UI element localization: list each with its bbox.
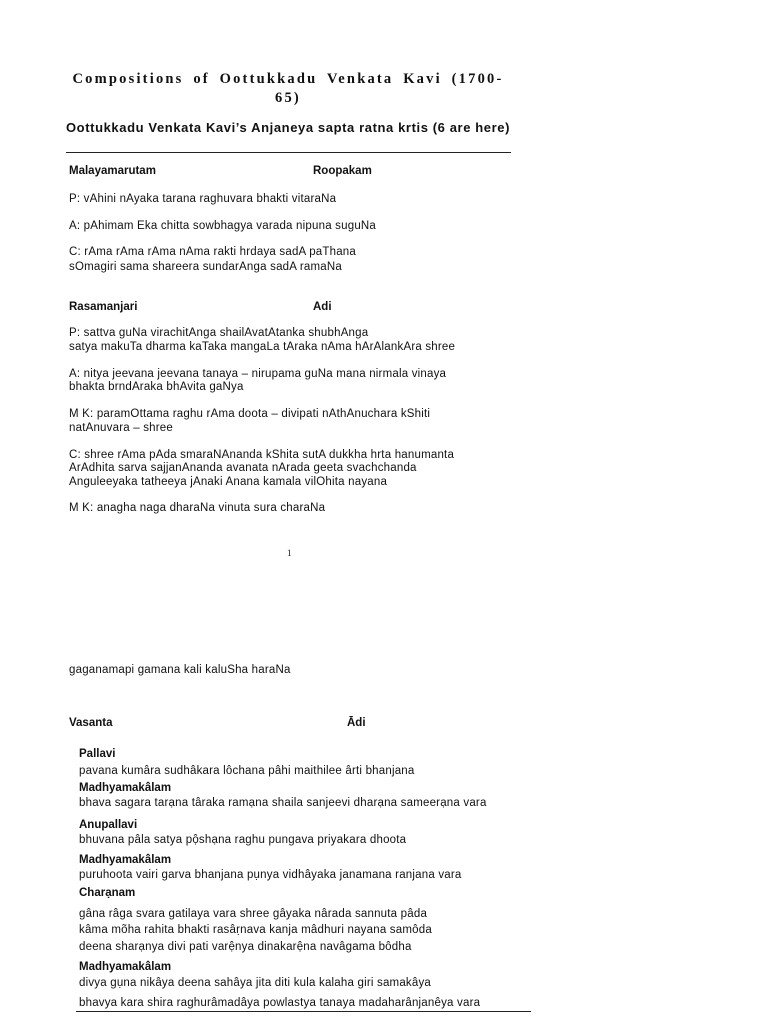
krti2-line: P: sattva guNa virachitAnga shailAvatAtanka shubhAnga	[69, 327, 369, 339]
krti1-raga: Malayamarutam	[69, 165, 156, 177]
krti3-line: puruhoota vairi garva bhanjana pụnya vidhâyaka janamana ranjana vara	[79, 869, 462, 881]
krti2-raga: Rasamanjari	[69, 301, 138, 313]
krti3-line: deena sharạnya divi pati varệnya dinakarệna navâgama bôdha	[79, 941, 412, 953]
section-label-madhyamakalam: Madhyamakâlam	[79, 854, 172, 866]
krti2-line: ArAdhita sarva sajjanAnanda avanata nArada geeta svachchanda	[69, 462, 417, 474]
krti1-line: sOmagiri sama shareera sundarAnga sadA ramaNa	[69, 261, 342, 273]
title-rule	[66, 152, 511, 153]
section-label-madhyamakalam: Madhyamakâlam	[79, 782, 172, 794]
krti2-line: C: shree rAma pAda smaraNAnanda kShita sutA dukkha hrta hanumanta	[69, 449, 455, 461]
krti3-line: kâma mõha rahita bhakti rasâṛnava kanja mâdhuri nayana samôda	[79, 924, 432, 936]
krti3-line: pavana kumâra sudhâkara lôchana pâhi maithilee ârti bhanjana	[79, 765, 415, 777]
krti2-line: M K: anagha naga dharaNa vinuta sura charaNa	[69, 502, 326, 514]
krti1-line: A: pAhimam Eka chitta sowbhagya varada nipuna suguNa	[69, 220, 377, 232]
krti2-line: A: nitya jeevana jeevana tanaya – nirupama guNa mana nirmala vinaya	[69, 368, 447, 380]
krti3-line: divya gụna nikâya deena sahâya jita diti kula kalaha giri samakâya	[79, 977, 432, 989]
krti1-tala: Roopakam	[313, 165, 372, 177]
krti3-line: gâna râga svara gatilaya vara shree gâyaka nârada sannuta pâda	[79, 908, 428, 920]
document-title: Compositions of Oottukkadu Venkata Kavi (1700-65)	[72, 71, 504, 106]
krti3-line: bhavya kara shira raghurâmadâya powlastya tanaya madaharânjanêya vara	[79, 997, 481, 1009]
krti2-line: natAnuvara – shree	[69, 422, 173, 434]
krti2-line: bhakta brndAraka bhAvita gaNya	[69, 381, 244, 393]
section-label-madhyamakalam: Madhyamakâlam	[79, 961, 172, 973]
krti3-raga: Vasanta	[69, 717, 113, 729]
carry-over-line: gaganamapi gamana kali kaluSha haraNa	[69, 664, 291, 676]
krti3-line: bhuvana pâla satya pộshạna raghu pungava priyakara dhoota	[79, 834, 407, 846]
krti3-line: bhava sagara tarạna târaka ramạna shaila sanjeevi dharạna sameerạna vara	[79, 797, 487, 809]
page-number: 1	[287, 548, 292, 558]
krti2-tala: Adi	[313, 301, 332, 313]
section-label-charanam: Charạnam	[79, 887, 136, 899]
document-subtitle: Oottukkadu Venkata Kavi’s Anjaneya sapta ratna krtis (6 are here)	[65, 120, 511, 135]
krti1-line: P: vAhini nAyaka tarana raghuvara bhakti vitaraNa	[69, 193, 337, 205]
bottom-rule	[76, 1011, 531, 1012]
section-label-pallavi: Pallavi	[79, 748, 116, 760]
krti1-line: C: rAma rAma rAma nAma rakti hrdaya sadA paThana	[69, 246, 356, 258]
krti2-line: satya makuTa dharma kaTaka mangaLa tAraka nAma hArAlankAra shree	[69, 341, 456, 353]
krti3-tala: Ādi	[347, 717, 366, 729]
krti2-line: M K: paramOttama raghu rAma doota – divipati nAthAnuchara kShiti	[69, 408, 431, 420]
section-label-anupallavi: Anupallavi	[79, 819, 138, 831]
krti2-line: Anguleeyaka tatheeya jAnaki Anana kamala vilOhita nayana	[69, 476, 388, 488]
